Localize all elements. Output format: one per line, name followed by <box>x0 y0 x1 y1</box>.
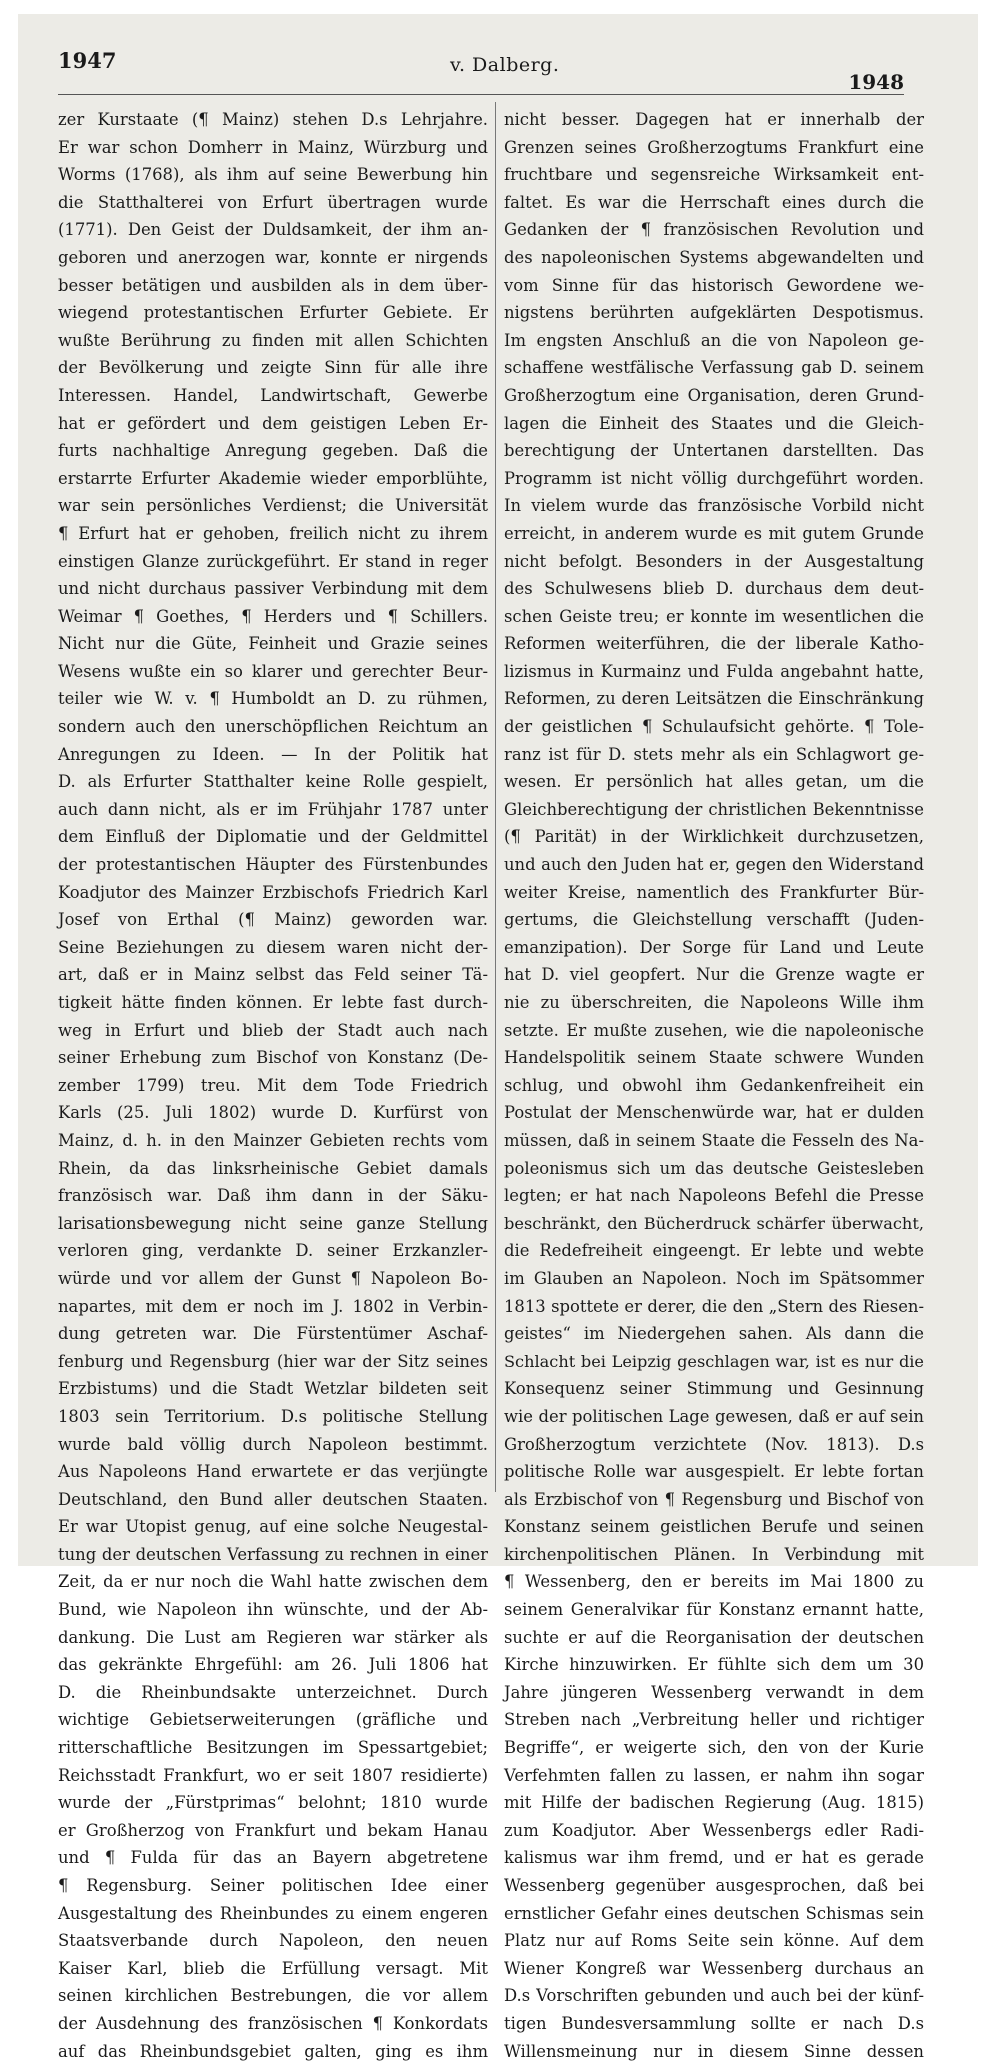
text-line: und ¶ Fulda für das an Bayern abgetretene <box>58 1848 488 1868</box>
text-line: Seine Beziehungen zu diesem waren nicht der- <box>58 937 488 957</box>
text-line: Zeit, da er nur noch die Wahl hatte zwischen dem <box>58 1572 488 1592</box>
text-line: faltet. Es war die Herrschaft eines durch die <box>504 192 924 212</box>
text-line: wurde bald völlig durch Napoleon bestimmt. <box>58 1434 488 1454</box>
text-line: Staatsverbande durch Napoleon, den neuen <box>58 1931 488 1951</box>
text-line: Ausgestaltung des Rheinbundes zu einem engeren <box>58 1903 488 1923</box>
text-line: Kaiser Karl, blieb die Erfüllung versagt. Mit <box>58 1958 488 1978</box>
text-line: Reformen, zu deren Leitsätzen die Einschränkung <box>504 689 924 709</box>
text-line: tung der deutschen Verfassung zu rechnen in einer <box>58 1544 488 1564</box>
text-line: 1803 sein Territorium. D.s politische Stellung <box>58 1406 488 1426</box>
text-line: lizismus in Kurmainz und Fulda angebahnt hatte, <box>504 661 924 681</box>
text-line: hat D. viel geopfert. Nur die Grenze wagte er <box>504 965 924 985</box>
text-line: (1771). Den Geist der Duldsamkeit, der ihm an- <box>58 220 488 240</box>
text-line: Reichsstadt Frankfurt, wo er seit 1807 residierte) <box>58 1765 488 1785</box>
page-number-right: 1948 <box>848 70 904 94</box>
text-line: wiegend protestantischen Erfurter Gebiete. Er <box>58 303 488 323</box>
text-line: nie zu überschreiten, die Napoleons Wille ihm <box>504 993 924 1012</box>
text-line: 1813 spottete er derer, die den „Stern des Riesen- <box>504 1296 924 1316</box>
text-line: ¶ Erfurt hat er gehoben, freilich nicht zu ihrem <box>58 523 488 543</box>
text-line: Schlacht bei Leipzig geschlagen war, ist es nur die <box>504 1351 924 1371</box>
text-line: seiner Erhebung zum Bischof von Konstanz (De- <box>58 1048 488 1068</box>
text-line: Wessenberg gegenüber ausgesprochen, daß bei <box>504 1876 924 1895</box>
text-line: Aus Napoleons Hand erwartete er das verjüngte <box>58 1462 488 1482</box>
scanned-page <box>18 14 978 2061</box>
text-line: Postulat der Menschenwürde war, hat er dulden <box>504 1103 924 1123</box>
text-line: Er war schon Domherr in Mainz, Würzburg und <box>58 137 488 157</box>
text-line: hat er gefördert und dem geistigen Leben Er- <box>58 413 488 433</box>
text-line: war sein persönliches Verdienst; die Universität <box>58 496 488 516</box>
text-line: Konsequenz seiner Stimmung und Gesinnung <box>504 1379 924 1399</box>
text-line: (¶ Parität) in der Wirklichkeit durchzusetzen, <box>504 827 924 847</box>
text-line: würde und vor allem der Gunst ¶ Napoleon Bo- <box>58 1268 488 1288</box>
text-line: D. als Erfurter Statthalter keine Rolle gespielt, <box>58 772 488 792</box>
text-line: nicht befolgt. Besonders in der Ausgestaltung <box>504 551 924 571</box>
page-header <box>58 44 904 94</box>
text-line: sondern auch den unerschöpflichen Reichtum an <box>58 717 488 737</box>
text-line: Erzbistums) und die Stadt Wetzlar bildeten seit <box>58 1379 488 1399</box>
text-line: ernstlicher Gefahr eines deutschen Schismas sein <box>504 1903 924 1923</box>
text-line: weg in Erfurt und blieb der Stadt auch nach <box>58 1020 488 1040</box>
page-number-left: 1947 <box>58 48 117 73</box>
text-line: berechtigung der Untertanen darstellten. Das <box>504 441 924 461</box>
text-line: Gedanken der ¶ französischen Revolution und <box>504 220 924 240</box>
text-line: der protestantischen Häupter des Fürstenbundes <box>58 855 488 875</box>
text-line: der Ausdehnung des französischen ¶ Konkordats <box>58 2013 488 2033</box>
text-line: Streben nach „Verbreitung heller und richtiger <box>504 1710 924 1730</box>
text-line: Reformen weiterführen, die der liberale Katho- <box>504 634 924 654</box>
text-line: fenburg und Regensburg (hier war der Sitz seines <box>58 1351 488 1371</box>
text-line: des Schulwesens blieb D. durchaus dem deut- <box>504 579 924 599</box>
column-divider <box>495 102 496 1492</box>
text-line: dankung. Die Lust am Regieren war stärker als <box>58 1627 488 1647</box>
text-line: beschränkt, den Bücherdruck schärfer überwacht, <box>504 1213 924 1233</box>
text-line: erreicht, in anderem wurde es mit gutem Grunde <box>504 523 924 543</box>
text-line: Karls (25. Juli 1802) wurde D. Kurfürst von <box>58 1103 488 1123</box>
text-line: gertums, die Gleichstellung verschafft (Juden- <box>504 910 924 930</box>
text-line: In vielem wurde das französische Vorbild nicht <box>504 496 924 516</box>
text-line: zer Kurstaate (¶ Mainz) stehen D.s Lehrjahre. <box>58 110 488 129</box>
text-line: kirchenpolitischen Plänen. In Verbindung mit <box>504 1544 924 1564</box>
text-line: mit Hilfe der badischen Regierung (Aug. 1815) <box>504 1793 924 1813</box>
text-line: Nicht nur die Güte, Feinheit und Grazie seines <box>58 634 488 654</box>
text-line: auch dann nicht, als er im Frühjahr 1787 unter <box>58 799 488 819</box>
text-line: Großherzogtum verzichtete (Nov. 1813). D.s <box>504 1434 924 1454</box>
text-line: Interessen. Handel, Landwirtschaft, Gewerbe <box>58 385 488 405</box>
text-line: tigkeit hätte finden können. Er lebte fast durch- <box>58 993 488 1012</box>
text-line: Im engsten Anschluß an die von Napoleon ge- <box>504 330 924 350</box>
text-line: Koadjutor des Mainzer Erzbischofs Friedrich Karl <box>58 882 488 902</box>
text-line: Bund, wie Napoleon ihn wünschte, und der Ab- <box>58 1600 488 1620</box>
text-line: Gleichberechtigung der christlichen Bekenntnisse <box>504 799 924 819</box>
text-line: Verfehmten fallen zu lassen, er nahm ihn sogar <box>504 1765 924 1785</box>
text-line: seinen kirchlichen Bestrebungen, die vor allem <box>58 1986 488 2006</box>
text-line: als Erzbischof von ¶ Regensburg und Bischof von <box>504 1489 924 1509</box>
text-line: schlug, und obwohl ihm Gedankenfreiheit ein <box>504 1075 924 1095</box>
text-line: lagen die Einheit des Staates und die Gleich- <box>504 413 924 433</box>
text-line: Wiener Kongreß war Wessenberg durchaus an <box>504 1958 924 1978</box>
text-line: Wesens wußte ein so klarer und gerechter Beur- <box>58 661 488 681</box>
text-line: politische Rolle war ausgespielt. Er lebte fortan <box>504 1462 924 1482</box>
text-line: art, daß er in Mainz selbst das Feld seiner Tä- <box>58 965 488 985</box>
running-title: v. Dalberg. <box>450 54 560 76</box>
text-line: poleonismus sich um das deutsche Geistesleben <box>504 1158 924 1178</box>
text-line: Worms (1768), als ihm auf seine Bewerbung hin <box>58 165 488 185</box>
text-line: dung getreten war. Die Fürstentümer Aschaf- <box>58 1324 488 1344</box>
text-line: Anregungen zu Ideen. — In der Politik hat <box>58 744 488 764</box>
text-line: wesen. Er persönlich hat alles getan, um die <box>504 772 924 792</box>
text-line: D. die Rheinbundsakte unterzeichnet. Durch <box>58 1682 488 1702</box>
text-line: und auch den Juden hat er, gegen den Widerstand <box>504 855 924 875</box>
text-line: fruchtbare und segensreiche Wirksamkeit ent- <box>504 165 924 185</box>
text-line: besser betätigen und ausbilden als in dem über- <box>58 275 488 295</box>
right-column <box>504 106 924 2061</box>
text-line: die Statthalterei von Erfurt übertragen wurde <box>58 192 488 212</box>
text-line: Handelspolitik seinem Staate schwere Wunden <box>504 1048 924 1068</box>
text-line: und nicht durchaus passiver Verbindung mit dem <box>58 579 488 599</box>
text-line: nicht besser. Dagegen hat er innerhalb der <box>504 110 924 129</box>
text-line: Rhein, da das linksrheinische Gebiet damals <box>58 1158 488 1178</box>
text-line: geistes“ im Niedergehen sahen. Als dann die <box>504 1324 924 1344</box>
text-line: Mainz, d. h. in den Mainzer Gebieten rechts vom <box>58 1130 488 1150</box>
text-line: vom Sinne für das historisch Gewordene we- <box>504 275 924 295</box>
text-line: ¶ Wessenberg, den er bereits im Mai 1800 zu <box>504 1572 924 1592</box>
text-line: Begriffe“, er weigerte sich, den von der Kurie <box>504 1738 924 1758</box>
text-line: wurde der „Fürstprimas“ belohnt; 1810 wurde <box>58 1793 488 1813</box>
text-line: teiler wie W. v. ¶ Humboldt an D. zu rühmen, <box>58 689 488 709</box>
text-line: emanzipation). Der Sorge für Land und Leute <box>504 937 924 957</box>
text-line: Großherzogtum eine Organisation, deren Grund- <box>504 385 924 405</box>
text-line: ritterschaftliche Besitzungen im Spessartgebiet; <box>58 1738 488 1758</box>
text-line: er Großherzog von Frankfurt und bekam Hanau <box>58 1820 488 1840</box>
text-line: erstarrte Erfurter Akademie wieder emporblühte, <box>58 468 488 488</box>
text-line: D.s Vorschriften gebunden und auch bei der künf- <box>504 1986 924 2006</box>
text-line: wußte Berührung zu finden mit allen Schichten <box>58 330 488 350</box>
text-line: ranz ist für D. stets mehr als ein Schlagwort ge- <box>504 744 924 764</box>
text-line: Er war Utopist genug, auf eine solche Neugestal- <box>58 1517 488 1537</box>
text-line: der Bevölkerung und zeigte Sinn für alle ihre <box>58 358 488 378</box>
text-line: tigen Bundesversammlung sollte er nach D.s <box>504 2013 924 2033</box>
text-line: furts nachhaltige Anregung gegeben. Daß die <box>58 441 488 461</box>
text-line: schaffene westfälische Verfassung gab D. seinem <box>504 358 924 378</box>
text-line: Jahre jüngeren Wessenberg verwandt in dem <box>504 1682 924 1702</box>
text-line: des napoleonischen Systems abgewandelten und <box>504 247 924 267</box>
text-line: müssen, daß in seinem Staate die Fesseln des Na- <box>504 1130 924 1150</box>
text-line: suchte er auf die Reorganisation der deutschen <box>504 1627 924 1647</box>
text-line: schen Geiste treu; er konnte im wesentlichen die <box>504 606 924 626</box>
text-line: zum Koadjutor. Aber Wessenbergs edler Radi- <box>504 1820 924 1840</box>
text-line: Josef von Erthal (¶ Mainz) geworden war. <box>58 910 488 930</box>
text-line: Deutschland, den Bund aller deutschen Staaten. <box>58 1489 488 1509</box>
text-line: weiter Kreise, namentlich des Frankfurter Bür- <box>504 882 924 902</box>
text-line: wie der politischen Lage gewesen, daß er auf sein <box>504 1406 924 1426</box>
text-line: Willensmeinung nur in diesem Sinne dessen <box>504 2041 924 2061</box>
text-line: seinem Generalvikar für Konstanz ernannt hatte, <box>504 1600 924 1620</box>
text-line: Weimar ¶ Goethes, ¶ Herders und ¶ Schillers. <box>58 606 488 626</box>
text-line: geboren und anerzogen war, konnte er nirgends <box>58 247 488 267</box>
text-line: dem Einfluß der Diplomatie und der Geldmittel <box>58 827 488 847</box>
header-rule <box>58 94 904 95</box>
text-line: wichtige Gebietserweiterungen (gräfliche und <box>58 1710 488 1730</box>
text-line: das gekränkte Ehrgefühl: am 26. Juli 1806 hat <box>58 1655 488 1675</box>
text-line: Grenzen seines Großherzogtums Frankfurt eine <box>504 137 924 157</box>
text-line: kalismus war ihm fremd, und er hat es gerade <box>504 1848 924 1868</box>
text-line: verloren ging, verdankte D. seiner Erzkanzler- <box>58 1241 488 1261</box>
text-line: larisationsbewegung nicht seine ganze Stellung <box>58 1213 488 1233</box>
left-column <box>58 106 488 2061</box>
text-line: Programm ist nicht völlig durchgeführt worden. <box>504 468 924 488</box>
text-line: zember 1799) treu. Mit dem Tode Friedrich <box>58 1075 488 1095</box>
text-line: Konstanz seinem geistlichen Berufe und seinen <box>504 1517 924 1537</box>
text-line: ¶ Regensburg. Seiner politischen Idee einer <box>58 1876 488 1895</box>
text-line: der geistlichen ¶ Schulaufsicht gehörte. ¶ Tole- <box>504 717 924 737</box>
text-line: im Glauben an Napoleon. Noch im Spätsommer <box>504 1268 924 1288</box>
text-line: einstigen Glanze zurückgeführt. Er stand in reger <box>58 551 488 571</box>
text-line: setzte. Er mußte zusehen, wie die napoleonische <box>504 1020 924 1040</box>
text-line: napartes, mit dem er noch im J. 1802 in Verbin- <box>58 1296 488 1316</box>
text-line: nigstens berührten aufgeklärten Despotismus. <box>504 303 924 323</box>
text-line: französisch war. Daß ihm dann in der Säku- <box>58 1186 488 1206</box>
text-line: die Redefreiheit eingeengt. Er lebte und webte <box>504 1241 924 1261</box>
text-line: Kirche hinzuwirken. Er fühlte sich dem um 30 <box>504 1655 924 1675</box>
text-line: legten; er hat nach Napoleons Befehl die Presse <box>504 1186 924 1206</box>
text-line: Platz nur auf Roms Seite sein könne. Auf dem <box>504 1931 924 1951</box>
text-line: auf das Rheinbundsgebiet galten, ging es ihm <box>58 2041 488 2061</box>
